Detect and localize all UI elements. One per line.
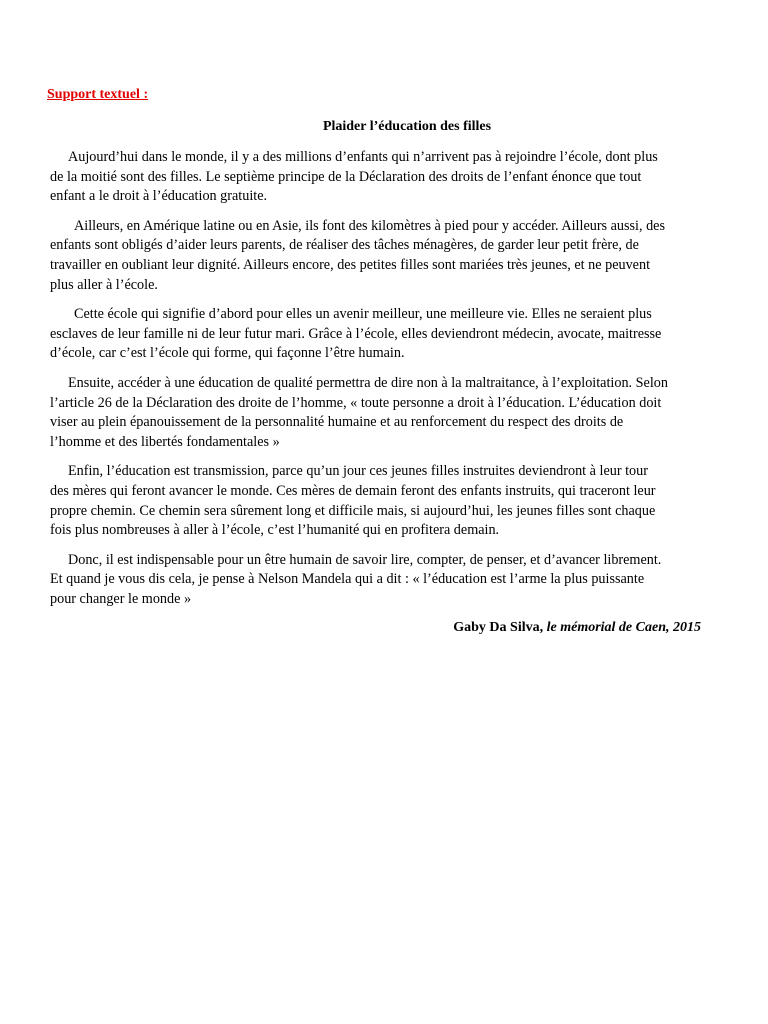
paragraph-1 (50, 148, 670, 207)
paragraph-4 (50, 374, 670, 452)
paragraph-4-text: Ensuite, accéder à une éducation de qualité permettra de dire non à la maltraitance, à l’exploitation. Selon l’article 26 de la Déclaration des droite de l’homme, « toute personne a droit à l’éducation. L’éducation doit viser au plein épanouissement de la personnalité humaine et au renforcement du respect des droits de l’homme et des libertés fondamentales » (50, 374, 668, 450)
paragraph-5 (50, 462, 670, 540)
support-label: Support textuel : (47, 87, 149, 102)
paragraph-6 (50, 551, 670, 610)
paragraph-3-text: Cette école qui signifie d’abord pour elles un avenir meilleur, une meilleure vie. Elles ne seraient plus esclaves de leur famille ni de leur futur mari. Grâce à l’école, elles deviendront médecin, avocate, maitresse d’école, car c’est l’école qui forme, qui façonne l’être humain. (50, 306, 662, 362)
paragraph-5-text: Enfin, l’éducation est transmission, parce qu’un jour ces jeunes filles instruites deviendront à leur tour des mères qui feront avancer le monde. Ces mères de demain feront des enfants instruits, qui traceront leur propre chemin. Ce chemin sera sûrement long et difficile mais, si aujourd’hui, les jeunes filles sont chaque fois plus nombreuses à aller à l’école, c’est l’humanité qui en profitera demain. (50, 463, 656, 539)
paragraph-3 (50, 305, 670, 364)
signature (106, 619, 701, 637)
paragraph-2 (50, 217, 670, 295)
body-text (50, 148, 670, 609)
document-title: Plaider l’éducation des filles (322, 119, 492, 134)
paragraph-2-text: Ailleurs, en Amérique latine ou en Asie, ils font des kilomètres à pied pour y accéder. Ailleurs aussi, des enfants sont obligés d’aider leurs parents, de réaliser des tâches ménagères, de garder leur petit frère, de travailler en oubliant leur dignité. Ailleurs encore, des petites filles sont mariées très jeunes, et ne peuvent plus aller à l’école. (50, 217, 666, 293)
paragraph-6-text: Donc, il est indispensable pour un être humain de savoir lire, compter, de penser, et d’avancer librement. Et quand je vous dis cela, je pense à Nelson Mandela qui a dit : « l’éducation est l’arme la plus puissante pour changer le monde » (50, 551, 662, 607)
signature-author: Gaby Da Silva, (453, 620, 544, 636)
paragraph-1-text: Aujourd’hui dans le monde, il y a des millions d’enfants qui n’arrivent pas à rejoindre l’école, dont plus de la moitié sont des filles. Le septième principe de la Déclaration des droits de l’enfant énonce que tout enfant a le droit à l’éducation gratuite. (50, 149, 658, 205)
signature-source: le mémorial de Caen, 2015 (546, 620, 701, 636)
